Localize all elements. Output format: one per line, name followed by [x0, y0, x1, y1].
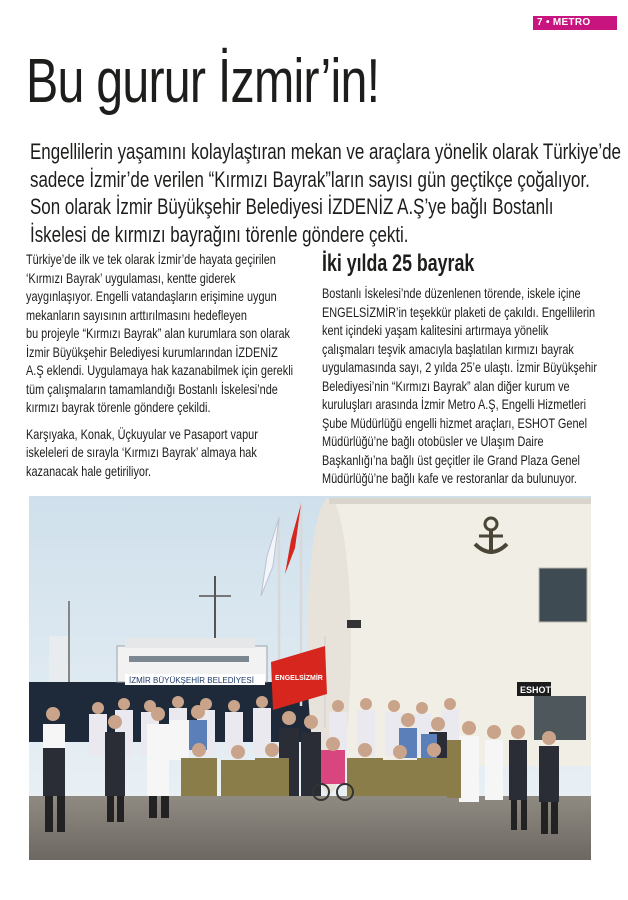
text-line: Belediyesi’nin “Kırmızı Bayrak” alan diğer kurum ve [322, 377, 570, 394]
text-line: Şube Müdürlüğü engelli hizmet araçları, ESHOT Genel [322, 414, 588, 431]
text-line: Müdürlüğü’ne bağlı kafe ve restoranlar da bulunuyor. [322, 470, 577, 486]
right-column [322, 250, 597, 496]
text-line: kırmızı bayrak törenle göndere çekildi. [26, 399, 211, 415]
text-line: Karşıyaka, Konak, Üçkuyular ve Pasaport vapur [26, 425, 258, 442]
text-line: Başkanlığı’na bağlı üst geçitler ile Grand Plaza Genel [322, 451, 580, 468]
text-line: kazanacak hale getiriliyor. [26, 462, 152, 479]
text-line: kent içindeki yaşam kalitesini artırmaya yönelik [322, 322, 549, 338]
text-line: bu projeyle “Kırmızı Bayrak” alan kurumlara son olarak [26, 325, 291, 341]
text-line: A.Ş eklendi. Uygulamaya hak kazanabilmek için gerekli [26, 362, 294, 378]
headline: Bu gurur İzmir’in! [26, 47, 380, 116]
lead-paragraph [30, 138, 621, 248]
left-column [26, 250, 299, 488]
building-sign: ESHOT [520, 685, 552, 695]
lead-line: İskelesi de kırmızı bayrağını törenle göndere çekti. [30, 221, 409, 247]
text-line: ENGELSİZMİR’in teşekkür plaketi de çakıldı. Engellilerin [322, 303, 596, 320]
ceremony-illustration [29, 496, 591, 860]
text-line: tüm çalışmaların tamamlandığı Bostanlı İskelesi’nde [26, 380, 278, 397]
page-number-tag: 7 • METRO [533, 16, 617, 30]
text-line: ‘Kırmızı Bayrak’ uygulaması, kentte giderek [26, 269, 236, 286]
text-line: Türkiye’de ilk ve tek olarak İzmir’de hayata geçirilen [26, 251, 276, 267]
text-line: iskeleleri de sırayla ‘Kırmızı Bayrak’ almaya hak [26, 444, 257, 460]
text-line: uygulamasında sayı, 2 yılda 25’e ulaştı. İzmir Büyükşehir [322, 359, 597, 375]
text-line: çalışmaları teşvik amacıyla başlatılan kırmızı bayrak [322, 340, 574, 357]
text-line: Müdürlüğü’ne bağlı otobüsler ve Ulaşım Daire [322, 433, 544, 449]
lead-line: Son olarak İzmir Büyükşehir Belediyesi İZDENİZ A.Ş’ye bağlı Bostanlı [30, 194, 554, 219]
text-line: İzmir Büyükşehir Belediyesi kurumlarından İZDENİZ [26, 343, 278, 360]
ferry-sign: İZMİR BÜYÜKŞEHİR BELEDİYESİ [129, 676, 254, 685]
body-paragraph [322, 284, 597, 488]
body-paragraph [26, 250, 299, 417]
flag-text: ENGELSİZMİR [275, 675, 323, 682]
ceremony-photo [29, 496, 591, 860]
lead-line: sadece İzmir’de verilen “Kırmızı Bayrak”ların sayısı gün geçtikçe çoğalıyor. [30, 166, 590, 192]
subheading: İki yılda 25 bayrak [322, 250, 475, 277]
text-line: mekanların sayısının arttırılmasını hedefleyen [26, 306, 247, 323]
text-line: Bostanlı İskelesi’nde düzenlenen törende, iskele içine [322, 285, 581, 301]
text-line: kuruluşları arasında İzmir Metro A.Ş, Engelli Hizmetleri [322, 396, 586, 412]
text-line: yaygınlaşıyor. Engelli vatandaşların erişimine uygun [26, 288, 277, 304]
lead-line: Engellilerin yaşamını kolaylaştıran mekan ve araçlara yönelik olarak Türkiye’de [30, 139, 621, 164]
body-paragraph [26, 425, 299, 481]
